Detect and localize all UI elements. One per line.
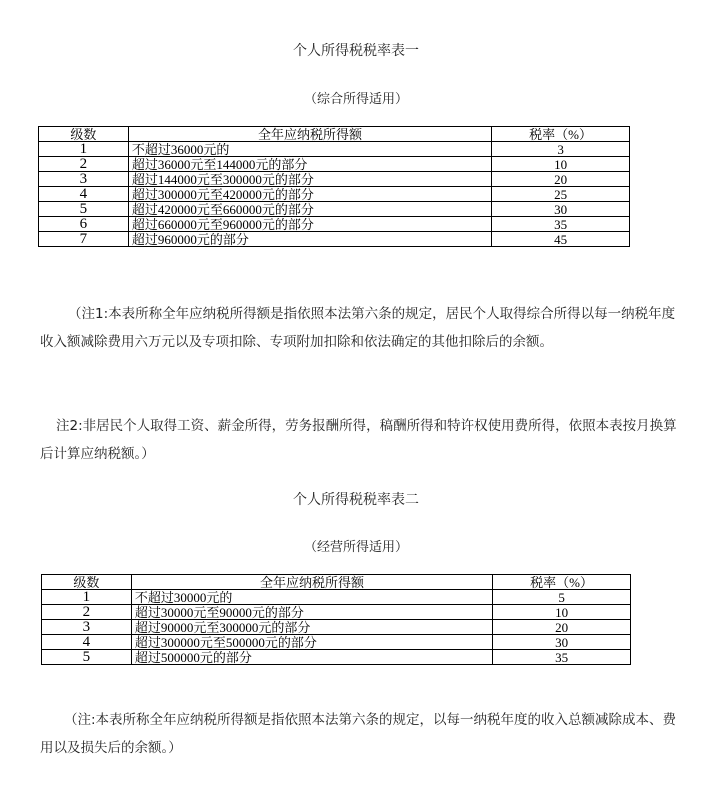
rate-cell: 35 [493,650,631,665]
table1-title: 个人所得税税率表一 [293,43,419,59]
level-cell: 2 [39,157,129,172]
range-cell: 超过30000元至90000元的部分 [131,605,492,620]
table-row [42,590,631,605]
level-cell: 7 [39,232,129,247]
level-cell: 3 [39,172,129,187]
header-tax-rate: 税率（%） [492,127,630,142]
note-2: 注2:非居民个人取得工资、薪金所得，劳务报酬所得，稿酬所得和特许权使用费所得，依照本表按月换算后计算应纳税额。） [40,418,677,462]
rate-cell: 20 [493,620,631,635]
level-cell: 5 [39,202,129,217]
header-level: 级数 [42,575,132,590]
level-cell: 6 [39,217,129,232]
table-row [39,187,630,202]
rate-cell: 30 [493,635,631,650]
header-tax-rate: 税率（%） [493,575,631,590]
table-header-row [39,127,630,142]
rate-cell: 10 [493,605,631,620]
table-row [39,202,630,217]
header-level: 级数 [39,127,129,142]
range-cell: 超过960000元的部分 [128,232,491,247]
table-row [39,157,630,172]
rate-cell: 35 [492,217,630,232]
level-cell: 5 [42,650,132,665]
range-cell: 超过300000元至500000元的部分 [131,635,492,650]
range-cell: 超过300000元至420000元的部分 [128,187,491,202]
rate-cell: 25 [492,187,630,202]
level-cell: 2 [42,605,132,620]
range-cell: 超过144000元至300000元的部分 [128,172,491,187]
table-row [39,172,630,187]
table-row [42,620,631,635]
range-cell: 超过420000元至660000元的部分 [128,202,491,217]
table1-subtitle: （综合所得适用） [303,92,408,107]
level-cell: 4 [42,635,132,650]
table2-subtitle: （经营所得适用） [303,540,408,555]
rate-cell: 10 [492,157,630,172]
rate-cell: 20 [492,172,630,187]
table2-title: 个人所得税税率表二 [293,492,419,508]
level-cell: 1 [39,142,129,157]
tax-rate-table-1 [38,126,630,247]
level-cell: 1 [42,590,132,605]
range-cell: 超过90000元至300000元的部分 [131,620,492,635]
range-cell: 超过500000元的部分 [131,650,492,665]
level-cell: 3 [42,620,132,635]
table-row [39,232,630,247]
note-3: （注:本表所称全年应纳税所得额是指依照本法第六条的规定，以每一纳税年度的收入总额减除成本、费用以及损失后的余额。） [40,712,677,756]
table-row [39,142,630,157]
header-income-range: 全年应纳税所得额 [128,127,491,142]
table-row [39,217,630,232]
tax-rate-table-2 [41,574,631,665]
rate-cell: 5 [493,590,631,605]
level-cell: 4 [39,187,129,202]
range-cell: 超过36000元至144000元的部分 [128,157,491,172]
rate-cell: 45 [492,232,630,247]
table-row [42,635,631,650]
range-cell: 不超过36000元的 [128,142,491,157]
header-income-range: 全年应纳税所得额 [131,575,492,590]
table-row [42,605,631,620]
rate-cell: 30 [492,202,630,217]
table-row [42,650,631,665]
table-header-row [42,575,631,590]
range-cell: 不超过30000元的 [131,590,492,605]
rate-cell: 3 [492,142,630,157]
note-1: （注1:本表所称全年应纳税所得额是指依照本法第六条的规定，居民个人取得综合所得以每一纳税年度收入额减除费用六万元以及专项扣除、专项附加扣除和依法确定的其他扣除后的余额。 [40,306,676,350]
range-cell: 超过660000元至960000元的部分 [128,217,491,232]
